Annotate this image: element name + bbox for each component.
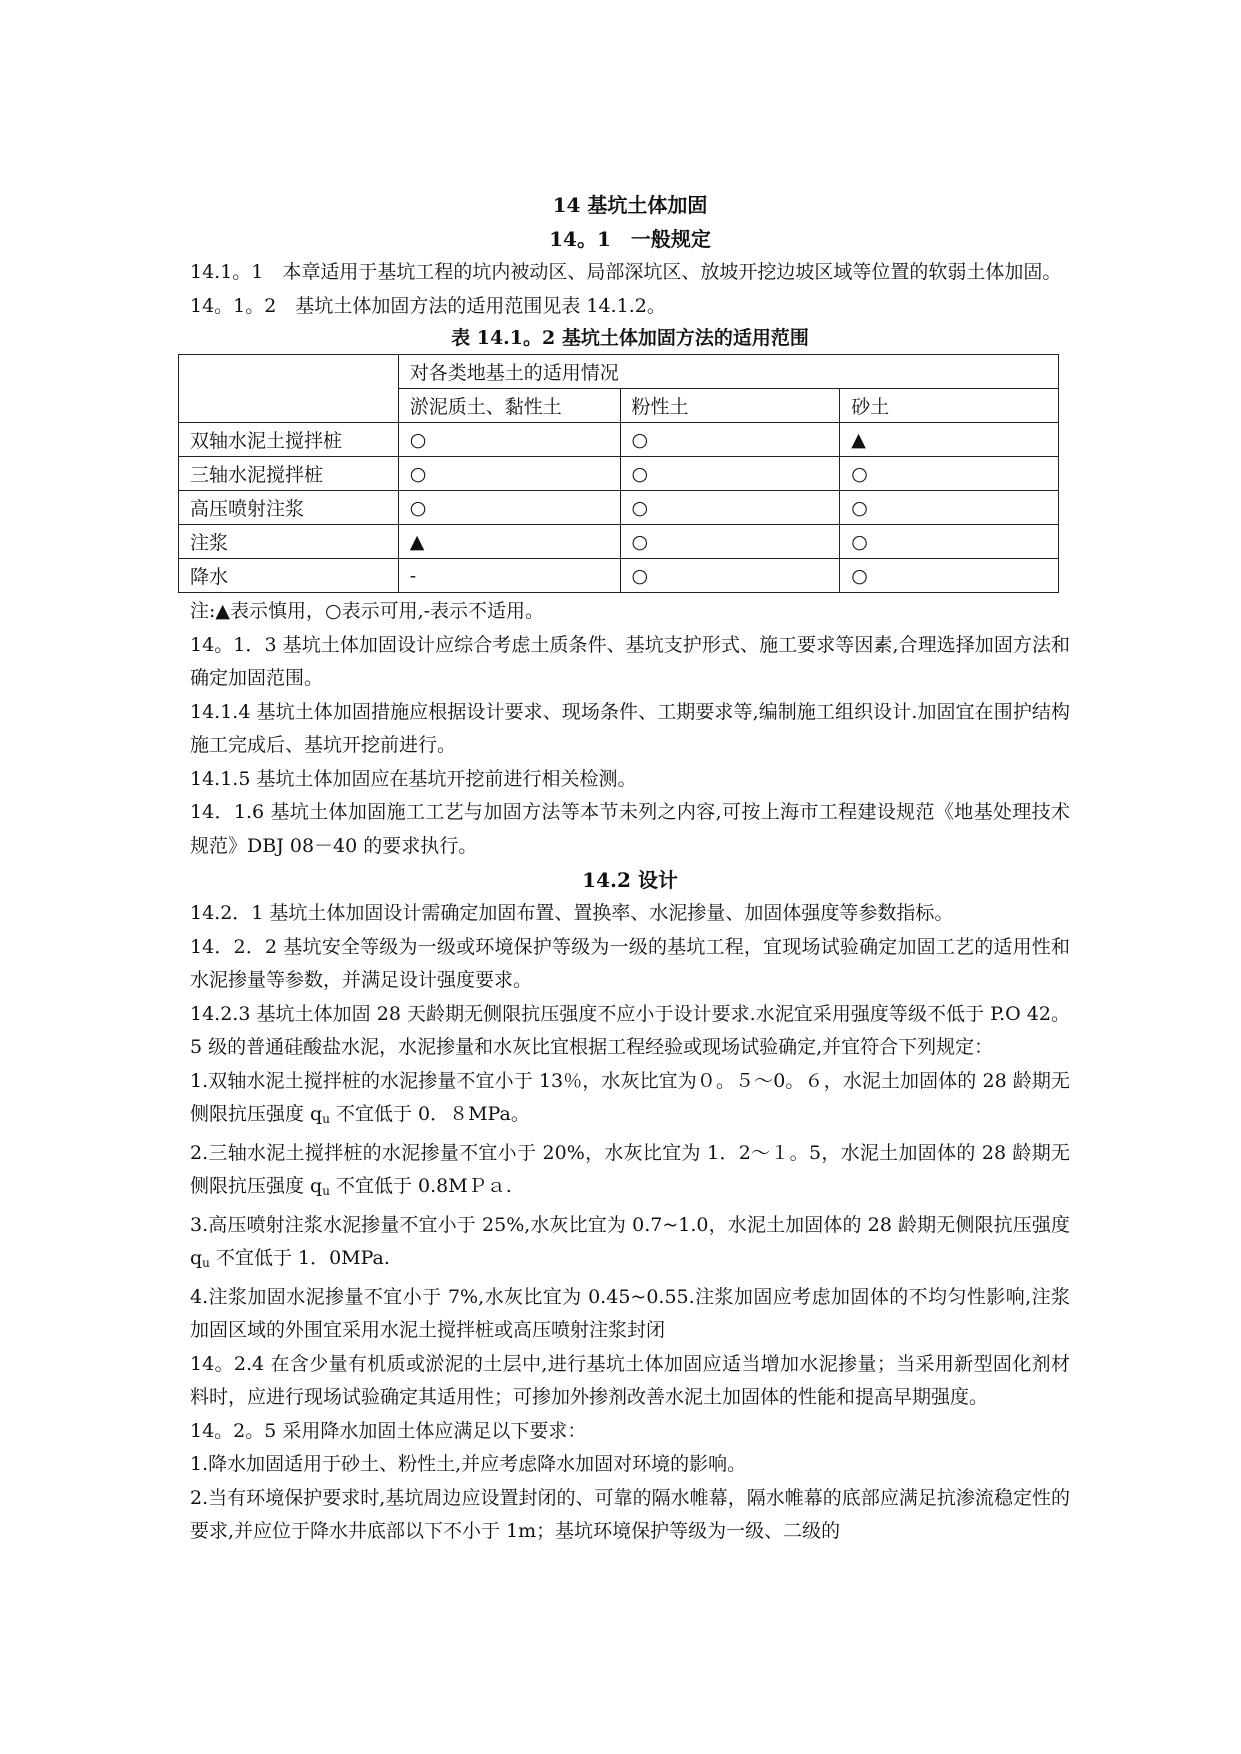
table-corner-cell <box>179 355 399 423</box>
list-item: 3.高压喷射注浆水泥掺量不宜小于 25%,水灰比宜为 0.7~1.0，水泥土加固体的 28 龄期无侧限抗压强度 $q_u$ 不宜低于 1．0MPa. <box>190 1213 1070 1270</box>
applicability-table <box>178 354 1059 593</box>
method-cell: 双轴水泥土搅拌桩 <box>179 423 399 457</box>
method-cell: 注浆 <box>179 525 399 559</box>
table-header-row <box>179 355 1059 389</box>
table-row <box>179 525 1059 559</box>
list-item: 1.降水加固适用于砂土、粉性土,并应考虑降水加固对环境的影响。 <box>190 1453 747 1475</box>
value-cell: ○ <box>620 559 840 593</box>
clause-14-2-2: 14．2．2 基坑安全等级为一级或环境保护等级为一级的基坑工程，宜现场试验确定加固工艺的适用性和水泥掺量等参数，并满足设计强度要求。 <box>190 935 1070 991</box>
table-row <box>179 559 1059 593</box>
list-item: 2.当有环境保护要求时,基坑周边应设置封闭的、可靠的隔水帷幕，隔水帷幕的底部应满足抗渗流稳定性的要求,并应位于降水井底部以下不小于 1m；基坑环境保护等级为一级、二级的 <box>190 1486 1070 1542</box>
clause-14-2-3: 14.2.3 基坑土体加固 28 天龄期无侧限抗压强度不应小于设计要求.水泥宜采用强度等级不低于 P.O 42。5 级的普通硅酸盐水泥，水泥掺量和水灰比宜根据工程经验或现场试验确定,并宜符合下列规定： <box>190 1002 1070 1058</box>
clause-14-1-6: 14．1.6 基坑土体加固施工工艺与加固方法等本节未列之内容,可按上海市工程建设规范《地基处理技术规范》DBJ 08－40 的要求执行。 <box>190 801 1070 857</box>
clause-14-1-3: 14。1．3 基坑土体加固设计应综合考虑土质条件、基坑支护形式、施工要求等因素,合理选择加固方法和确定加固范围。 <box>190 633 1070 689</box>
table-row <box>179 423 1059 457</box>
table-row <box>179 457 1059 491</box>
col-header-silt: 粉性土 <box>620 389 840 423</box>
value-cell: ○ <box>620 491 840 525</box>
value-cell: ○ <box>840 457 1059 491</box>
value-cell: ○ <box>840 491 1059 525</box>
clause-14-1-5: 14.1.5 基坑土体加固应在基坑开挖前进行相关检测。 <box>190 767 637 790</box>
col-header-clay: 淤泥质土、黏性土 <box>398 389 620 423</box>
table-note: 注:▲表示慎用，○表示可用,-表示不适用。 <box>190 600 545 622</box>
chapter-heading: 14 基坑土体加固 <box>552 193 708 217</box>
section-1-title: 14。1 一般规定 <box>549 227 711 251</box>
value-cell: ○ <box>620 457 840 491</box>
value-cell: ○ <box>840 525 1059 559</box>
value-cell: ○ <box>620 525 840 559</box>
clause-14-2-5: 14。2。5 采用降水加固土体应满足以下要求： <box>190 1419 587 1442</box>
method-cell: 高压喷射注浆 <box>179 491 399 525</box>
clause-14-2-4: 14。2.4 在含少量有机质或淤泥的土层中,进行基坑土体加固应适当增加水泥掺量；当采用新型固化剂材料时，应进行现场试验确定其适用性；可掺加外掺剂改善水泥土加固体的性能和提高早期强度。 <box>190 1352 1070 1408</box>
clause-14-1-2: 14。1。2 基坑土体加固方法的适用范围见表 14.1.2。 <box>190 294 666 317</box>
table-row <box>179 491 1059 525</box>
list-item: 4.注浆加固水泥掺量不宜小于 7%,水灰比宜为 0.45~0.55.注浆加固应考虑加固体的不均匀性影响,注浆加固区域的外围宜采用水泥土搅拌桩或高压喷射注浆封闭 <box>190 1285 1070 1341</box>
table-group-header: 对各类地基土的适用情况 <box>398 355 1058 389</box>
method-cell: 降水 <box>179 559 399 593</box>
value-cell: ○ <box>840 559 1059 593</box>
table-caption: 表 14.1。2 基坑土体加固方法的适用范围 <box>451 327 809 349</box>
list-item: 2.三轴水泥土搅拌桩的水泥掺量不宜小于 20%，水灰比宜为 1．2～１。5，水泥土加固体的 28 龄期无侧限抗压强度 $q_u$ 不宜低于 0.8MＰａ. <box>190 1141 1070 1198</box>
section-2-title: 14.2 设计 <box>582 868 678 892</box>
value-cell: ○ <box>620 423 840 457</box>
col-header-sand: 砂土 <box>840 389 1059 423</box>
clause-14-2-1: 14.2．1 基坑土体加固设计需确定加固布置、置换率、水泥掺量、加固体强度等参数指标。 <box>190 902 954 924</box>
value-cell: ○ <box>398 457 620 491</box>
value-cell: ○ <box>398 423 620 457</box>
value-cell: - <box>398 559 620 593</box>
clause-14-1-1: 14.1。1 本章适用于基坑工程的坑内被动区、局部深坑区、放坡开挖边坡区域等位置的软弱土体加固。 <box>190 261 1062 283</box>
method-cell: 三轴水泥搅拌桩 <box>179 457 399 491</box>
list-item: 1.双轴水泥土搅拌桩的水泥掺量不宜小于 13％，水灰比宜为０。５～0。６，水泥土加固体的 28 龄期无侧限抗压强度 $q_u$ 不宜低于 0．８MPa。 <box>190 1069 1070 1126</box>
value-cell: ▲ <box>840 423 1059 457</box>
value-cell: ▲ <box>398 525 620 559</box>
document-body <box>190 188 1070 1549</box>
clause-14-1-4: 14.1.4 基坑土体加固措施应根据设计要求、现场条件、工期要求等,编制施工组织设计.加固宜在围护结构施工完成后、基坑开挖前进行。 <box>190 700 1070 756</box>
value-cell: ○ <box>398 491 620 525</box>
